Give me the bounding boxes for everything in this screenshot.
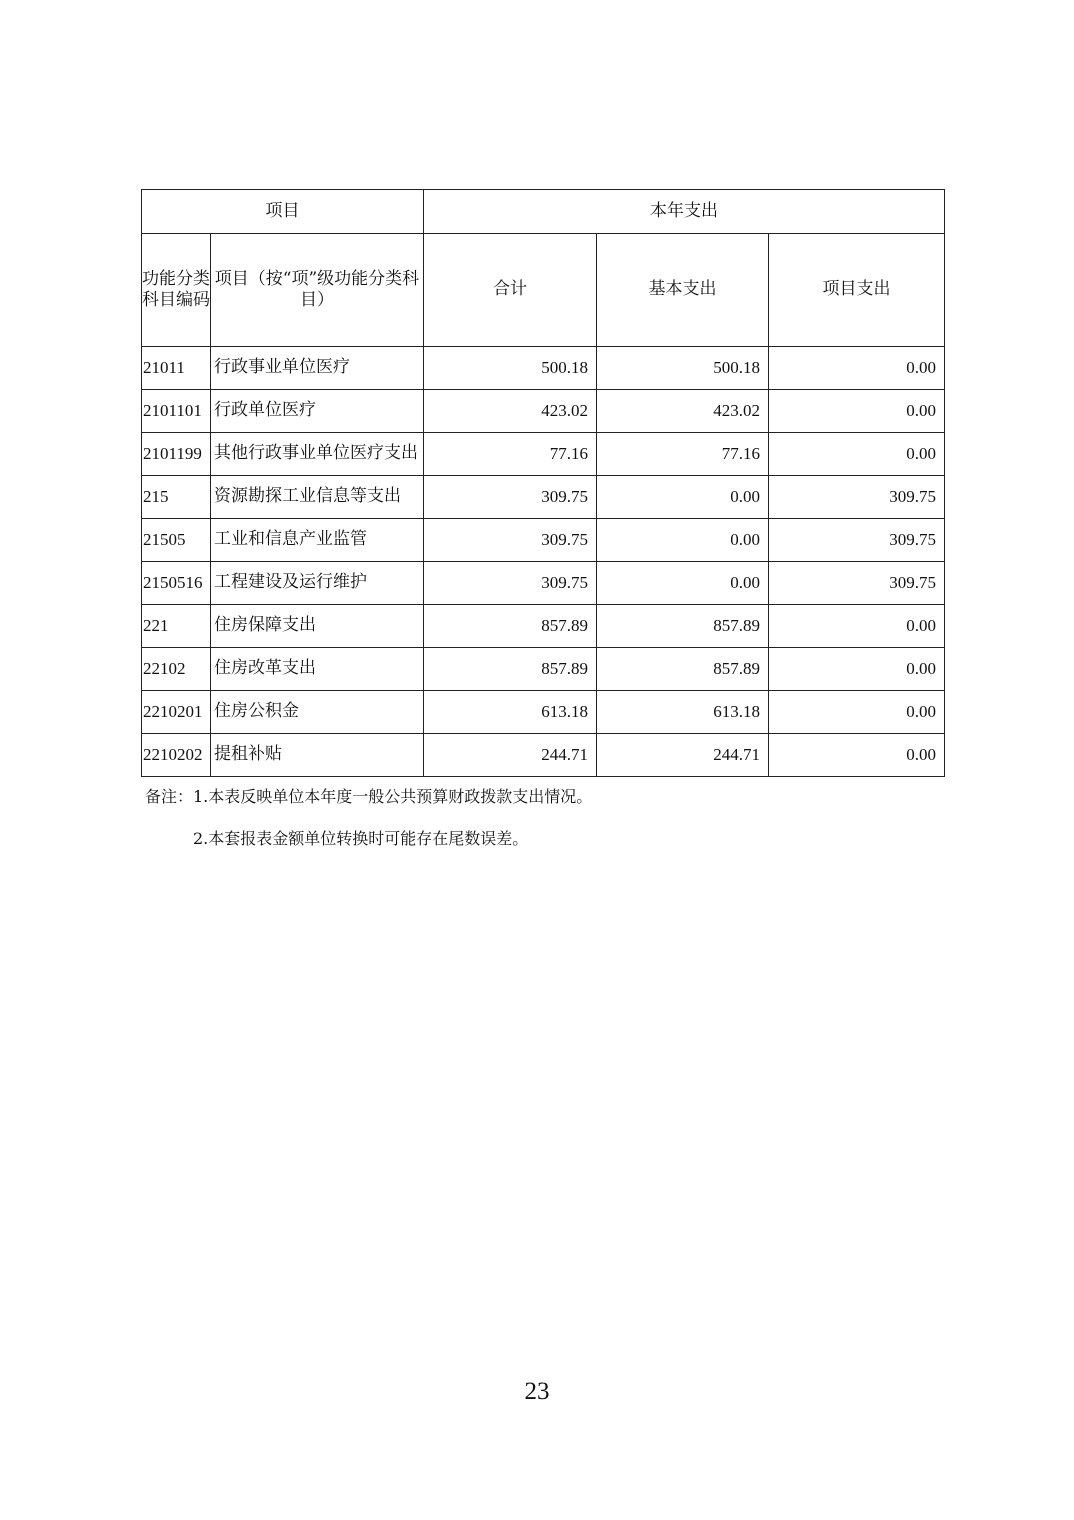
header-project-expense: 项目支出	[769, 234, 945, 347]
row-name: 工程建设及运行维护	[211, 562, 424, 605]
header-project: 项目	[142, 190, 424, 234]
row-project: 0.00	[769, 648, 945, 691]
row-name: 住房公积金	[211, 691, 424, 734]
row-code: 21011	[142, 347, 211, 390]
row-code: 2150516	[142, 562, 211, 605]
row-basic: 500.18	[597, 347, 769, 390]
table-row	[142, 562, 945, 605]
page-number: 23	[524, 1378, 550, 1405]
note-line-1: 备注：1.本表反映单位本年度一般公共预算财政拨款支出情况。	[145, 787, 593, 806]
row-project: 0.00	[769, 691, 945, 734]
row-project: 309.75	[769, 519, 945, 562]
row-code: 22102	[142, 648, 211, 691]
row-code: 2101101	[142, 390, 211, 433]
row-total: 613.18	[424, 691, 597, 734]
header-row-2	[142, 234, 945, 347]
row-name: 行政事业单位医疗	[211, 347, 424, 390]
table-row	[142, 734, 945, 777]
row-project: 0.00	[769, 433, 945, 476]
table-row	[142, 433, 945, 476]
row-basic: 857.89	[597, 648, 769, 691]
row-code: 215	[142, 476, 211, 519]
row-name: 提租补贴	[211, 734, 424, 777]
row-total: 309.75	[424, 562, 597, 605]
row-project: 0.00	[769, 390, 945, 433]
row-project: 0.00	[769, 347, 945, 390]
table-row	[142, 476, 945, 519]
row-name: 资源勘探工业信息等支出	[211, 476, 424, 519]
row-name: 住房保障支出	[211, 605, 424, 648]
row-total: 309.75	[424, 476, 597, 519]
row-code: 21505	[142, 519, 211, 562]
header-row-1	[142, 190, 945, 234]
header-total: 合计	[424, 234, 597, 347]
row-name: 行政单位医疗	[211, 390, 424, 433]
row-basic: 0.00	[597, 519, 769, 562]
table-row	[142, 691, 945, 734]
row-total: 244.71	[424, 734, 597, 777]
row-project: 0.00	[769, 734, 945, 777]
row-basic: 857.89	[597, 605, 769, 648]
row-code: 2210201	[142, 691, 211, 734]
row-basic: 0.00	[597, 562, 769, 605]
row-basic: 0.00	[597, 476, 769, 519]
row-total: 857.89	[424, 648, 597, 691]
header-code: 功能分类科目编码	[142, 234, 211, 347]
table-row	[142, 519, 945, 562]
row-code: 2210202	[142, 734, 211, 777]
table-row	[142, 605, 945, 648]
note-line-2: 2.本套报表金额单位转换时可能存在尾数误差。	[193, 829, 529, 848]
row-total: 423.02	[424, 390, 597, 433]
row-total: 77.16	[424, 433, 597, 476]
row-basic: 244.71	[597, 734, 769, 777]
row-basic: 77.16	[597, 433, 769, 476]
row-basic: 613.18	[597, 691, 769, 734]
row-basic: 423.02	[597, 390, 769, 433]
row-total: 500.18	[424, 347, 597, 390]
row-name: 其他行政事业单位医疗支出	[211, 433, 424, 476]
row-name: 工业和信息产业监管	[211, 519, 424, 562]
row-name: 住房改革支出	[211, 648, 424, 691]
header-name: 项目（按“项”级功能分类科目）	[211, 234, 424, 347]
row-project: 309.75	[769, 562, 945, 605]
header-basic: 基本支出	[597, 234, 769, 347]
row-total: 857.89	[424, 605, 597, 648]
row-total: 309.75	[424, 519, 597, 562]
table-row	[142, 648, 945, 691]
row-project: 309.75	[769, 476, 945, 519]
row-code: 221	[142, 605, 211, 648]
row-code: 2101199	[142, 433, 211, 476]
budget-table	[141, 189, 945, 777]
table-row	[142, 347, 945, 390]
table-row	[142, 390, 945, 433]
header-current-year: 本年支出	[424, 190, 945, 234]
row-project: 0.00	[769, 605, 945, 648]
